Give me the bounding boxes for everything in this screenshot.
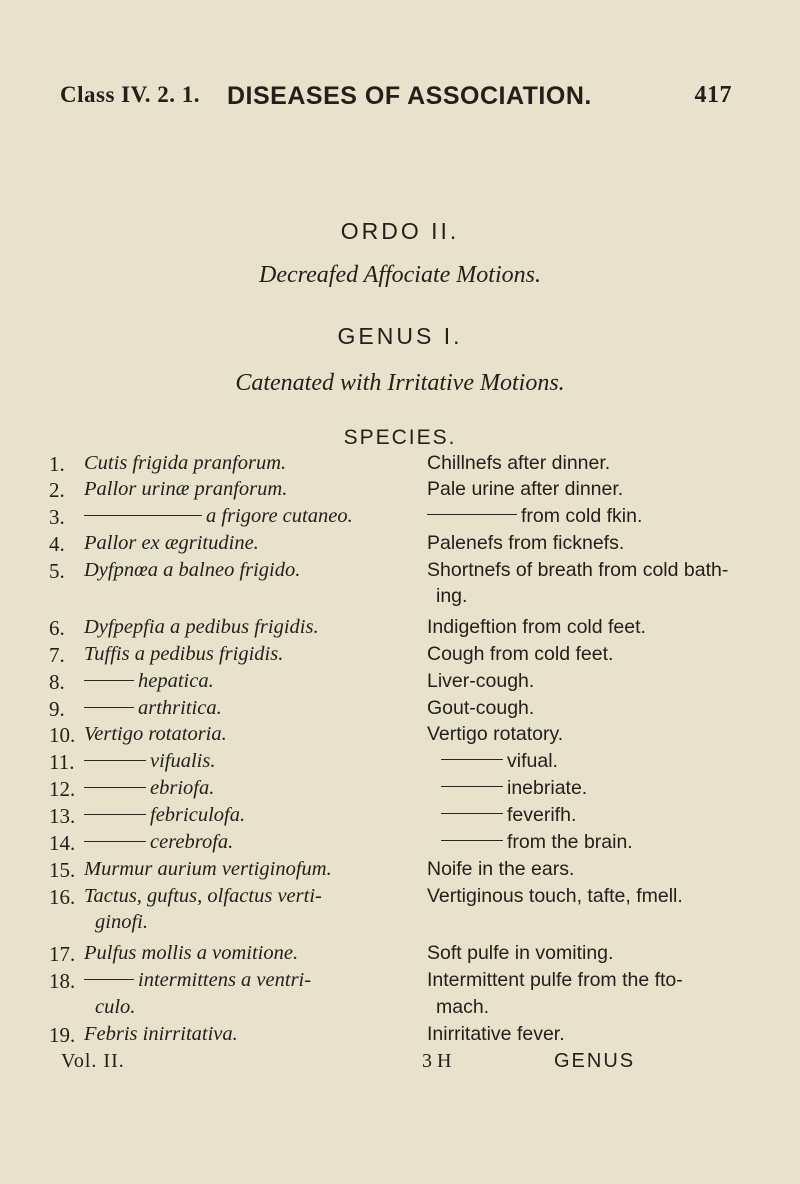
species-latin: Dyfpnœa a balneo frigido.	[84, 559, 301, 581]
species-latin: Pulfus mollis a vomitione.	[84, 942, 299, 964]
ordo-subtitle: Decreafed Affociate Motions.	[259, 262, 541, 288]
species-english-continuation: ing.	[436, 585, 468, 607]
species-number: 11.	[49, 750, 75, 774]
species-english: Soft pulfe in vomiting.	[427, 942, 614, 964]
species-number: 14.	[49, 831, 76, 855]
species-latin-ditto: arthritica.	[84, 697, 222, 720]
species-latin-ditto: intermittens a ventri-	[84, 969, 311, 992]
signature-mark: 3 H	[422, 1050, 452, 1072]
species-latin: Vertigo rotatoria.	[84, 723, 227, 745]
page-number: 417	[694, 82, 732, 108]
species-latin: Pallor ex ægritudine.	[84, 532, 259, 554]
species-latin-ditto: vifualis.	[84, 750, 215, 773]
ditto-dash	[441, 813, 503, 814]
species-number: 6.	[49, 616, 65, 640]
species-heading: SPECIES.	[343, 426, 457, 449]
species-english: Inirritative fever.	[427, 1023, 565, 1045]
species-latin-continuation: culo.	[95, 996, 136, 1018]
running-head	[60, 82, 732, 112]
ditto-dash	[84, 680, 134, 681]
ditto-dash	[441, 786, 503, 787]
ditto-dash	[84, 707, 134, 708]
species-number: 7.	[49, 643, 65, 667]
species-latin: Tuffis a pedibus frigidis.	[84, 643, 284, 665]
ditto-dash	[427, 514, 517, 515]
species-number: 12.	[49, 777, 76, 801]
species-english-ditto: vifual.	[441, 750, 558, 773]
species-number: 13.	[49, 804, 76, 828]
species-number: 18.	[49, 969, 76, 993]
species-latin-ditto: ebriofa.	[84, 777, 214, 800]
ditto-dash	[84, 841, 146, 842]
species-english: Vertigo rotatory.	[427, 723, 564, 745]
species-english: Indigeftion from cold feet.	[427, 616, 646, 638]
species-number: 16.	[49, 885, 76, 909]
species-english-continuation: mach.	[436, 996, 490, 1018]
species-number: 3.	[49, 505, 65, 529]
species-number: 9.	[49, 697, 65, 721]
species-english: Vertiginous touch, tafte, fmell.	[427, 885, 683, 907]
species-latin: Pallor urinæ pranforum.	[84, 478, 288, 500]
species-english: Intermittent pulfe from the fto-	[427, 969, 683, 991]
ditto-dash	[84, 814, 146, 815]
ditto-dash	[84, 760, 146, 761]
species-number: 5.	[49, 559, 65, 583]
species-latin: Tactus, guftus, olfactus verti-	[84, 885, 322, 907]
species-english: Palenefs from ficknefs.	[427, 532, 625, 554]
genus-heading: GENUS I.	[337, 323, 463, 349]
ditto-dash	[84, 515, 202, 516]
species-number: 10.	[49, 723, 76, 747]
species-latin: Murmur aurium vertiginofum.	[84, 858, 332, 880]
species-latin-ditto: hepatica.	[84, 670, 214, 693]
species-number: 1.	[49, 452, 65, 476]
species-number: 2.	[49, 478, 65, 502]
species-latin-continuation: ginofi.	[95, 911, 148, 933]
catchword: GENUS	[554, 1050, 636, 1072]
species-latin: Dyfpepfia a pedibus frigidis.	[84, 616, 319, 638]
species-number: 19.	[49, 1023, 76, 1047]
genus-subtitle: Catenated with Irritative Motions.	[235, 370, 565, 396]
species-english: Shortnefs of breath from cold bath-	[427, 559, 729, 581]
ditto-dash	[441, 840, 503, 841]
ditto-dash	[84, 979, 134, 980]
species-english: Chillnefs after dinner.	[427, 452, 611, 474]
species-number: 4.	[49, 532, 65, 556]
species-number: 15.	[49, 858, 76, 882]
species-latin-ditto: a frigore cutaneo.	[84, 505, 353, 528]
species-latin-ditto: febriculofa.	[84, 804, 245, 827]
species-number: 17.	[49, 942, 76, 966]
species-latin: Cutis frigida pranforum.	[84, 452, 287, 474]
ditto-dash	[441, 759, 503, 760]
volume-label: Vol. II.	[61, 1050, 125, 1072]
species-latin: Febris inirritativa.	[84, 1023, 238, 1045]
species-english: Liver-cough.	[427, 670, 535, 692]
species-english-ditto: from the brain.	[441, 831, 633, 854]
ditto-dash	[84, 787, 146, 788]
species-english: Pale urine after dinner.	[427, 478, 624, 500]
running-title: DISEASES OF ASSOCIATION.	[227, 82, 592, 110]
species-number: 8.	[49, 670, 65, 694]
species-english: Cough from cold feet.	[427, 643, 614, 665]
species-english-ditto: inebriate.	[441, 777, 587, 800]
species-english: Noife in the ears.	[427, 858, 575, 880]
species-english-ditto: from cold fkin.	[427, 505, 642, 528]
class-label: Class IV. 2. 1.	[60, 82, 200, 107]
ordo-heading: ORDO II.	[340, 218, 460, 244]
species-english-ditto: feverifh.	[441, 804, 576, 827]
species-english: Gout-cough.	[427, 697, 535, 719]
species-latin-ditto: cerebrofa.	[84, 831, 233, 854]
